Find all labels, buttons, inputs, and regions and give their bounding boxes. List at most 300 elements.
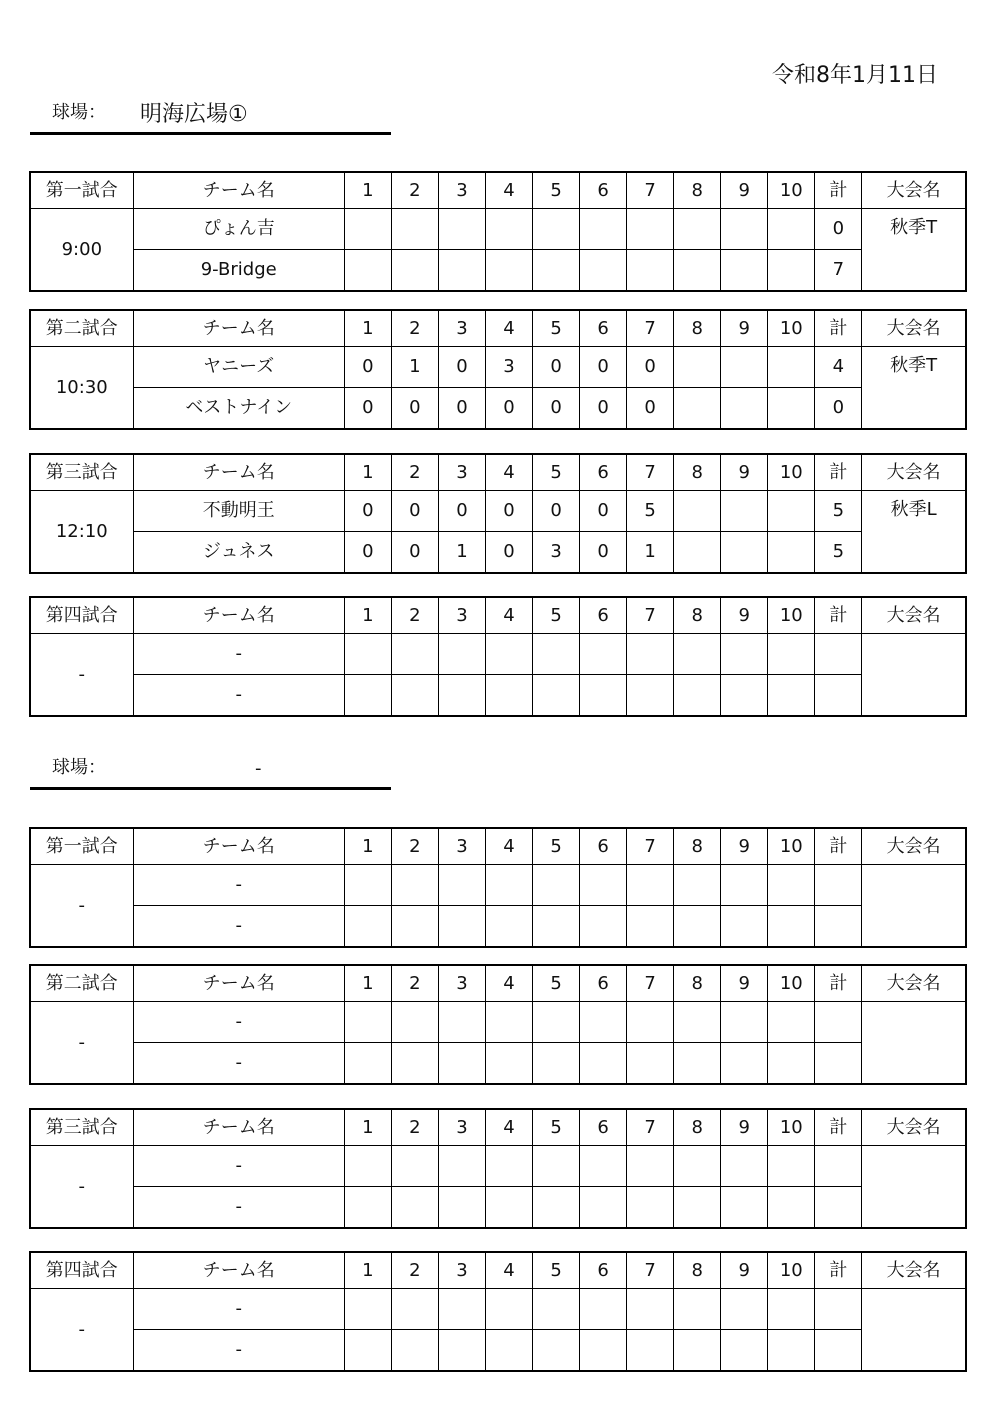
inning-header: 1 [344,828,391,865]
team-name: - [133,1146,344,1187]
inning-header: 1 [344,454,391,491]
total-header: 計 [815,597,862,634]
inning-score: 5 [627,491,674,532]
inning-header: 4 [485,1109,532,1146]
total-score [815,1289,862,1330]
inning-header: 9 [721,1252,768,1289]
total-header: 計 [815,172,862,209]
inning-score [768,1002,815,1043]
team-name-header: チーム名 [133,454,344,491]
inning-score [485,1289,532,1330]
game-score-table [29,171,967,292]
table-header-row [30,172,966,209]
inning-score [674,634,721,675]
team-name: - [133,1330,344,1372]
inning-score [438,250,485,292]
inning-score [674,1330,721,1372]
inning-score [721,1289,768,1330]
inning-score [768,1043,815,1085]
team-name-header: チーム名 [133,828,344,865]
inning-score [580,1146,627,1187]
inning-header: 10 [768,310,815,347]
inning-score [721,1330,768,1372]
inning-score: 0 [485,532,532,574]
inning-header: 9 [721,597,768,634]
table-header-row [30,597,966,634]
team-name: - [133,675,344,717]
inning-score [438,1043,485,1085]
inning-score [391,250,438,292]
game-score-table [29,964,967,1085]
team-row [30,209,966,250]
venue-label: 球場： [52,757,106,778]
inning-score [674,1002,721,1043]
inning-score [344,906,391,948]
inning-score [344,865,391,906]
inning-header: 2 [391,1109,438,1146]
game-score-table [29,309,967,430]
team-row [30,491,966,532]
inning-score [533,1187,580,1229]
game-title: 第四試合 [30,1252,133,1289]
inning-header: 10 [768,828,815,865]
inning-score [768,347,815,388]
inning-score [768,491,815,532]
team-name-header: チーム名 [133,310,344,347]
team-name: - [133,1289,344,1330]
game-time: - [30,1002,133,1085]
inning-score [674,209,721,250]
total-header: 計 [815,828,862,865]
inning-score [627,250,674,292]
inning-header: 2 [391,310,438,347]
inning-score [674,250,721,292]
inning-score [674,532,721,574]
inning-score [485,209,532,250]
team-name-header: チーム名 [133,965,344,1002]
inning-score [344,250,391,292]
team-name: ぴょん吉 [133,209,344,250]
inning-score [674,1289,721,1330]
total-score: 5 [815,491,862,532]
inning-header: 6 [580,597,627,634]
inning-score [533,1146,580,1187]
inning-score [485,1330,532,1372]
game-time: 9:00 [30,209,133,292]
inning-score: 0 [391,388,438,430]
inning-score [721,347,768,388]
inning-header: 7 [627,172,674,209]
inning-score [391,906,438,948]
inning-header: 2 [391,828,438,865]
inning-score [391,1002,438,1043]
inning-score [580,1187,627,1229]
total-score [815,1330,862,1372]
inning-score: 0 [344,388,391,430]
team-name-header: チーム名 [133,172,344,209]
inning-score [485,865,532,906]
inning-header: 3 [438,828,485,865]
inning-score: 0 [344,491,391,532]
table-header-row [30,1252,966,1289]
inning-score [768,209,815,250]
inning-score: 0 [344,532,391,574]
venue-header [30,747,391,790]
inning-score [391,865,438,906]
team-row [30,865,966,906]
game-time: 10:30 [30,347,133,430]
inning-header: 7 [627,1252,674,1289]
inning-header: 7 [627,454,674,491]
inning-score [533,1043,580,1085]
inning-header: 8 [674,965,721,1002]
inning-header: 8 [674,172,721,209]
inning-score [721,209,768,250]
inning-score [438,1002,485,1043]
inning-score [533,250,580,292]
inning-score [438,1187,485,1229]
game-title: 第二試合 [30,310,133,347]
tournament-header: 大会名 [862,965,966,1002]
inning-score: 0 [438,491,485,532]
inning-score [580,209,627,250]
team-row [30,634,966,675]
inning-header: 2 [391,597,438,634]
team-row [30,1330,966,1372]
inning-score [721,1146,768,1187]
inning-score [627,634,674,675]
inning-score: 0 [438,388,485,430]
total-header: 計 [815,454,862,491]
venue-label: 球場： [52,102,106,123]
inning-header: 8 [674,597,721,634]
inning-header: 6 [580,454,627,491]
team-name: 不動明王 [133,491,344,532]
total-score [815,1146,862,1187]
inning-header: 7 [627,1109,674,1146]
inning-score [485,250,532,292]
inning-score [674,1187,721,1229]
inning-header: 5 [533,828,580,865]
table-header-row [30,965,966,1002]
table-header-row [30,1109,966,1146]
total-header: 計 [815,1252,862,1289]
table-header-row [30,310,966,347]
tournament-header: 大会名 [862,828,966,865]
inning-score [438,675,485,717]
inning-header: 3 [438,965,485,1002]
inning-header: 8 [674,828,721,865]
inning-score [485,906,532,948]
game-time: 12:10 [30,491,133,574]
inning-score [485,1043,532,1085]
inning-score [533,865,580,906]
total-score [815,634,862,675]
inning-score [533,634,580,675]
tournament-name: 秋季T [862,347,966,430]
tournament-header: 大会名 [862,1109,966,1146]
total-score [815,865,862,906]
inning-score [721,491,768,532]
tournament-header: 大会名 [862,597,966,634]
inning-header: 9 [721,172,768,209]
inning-score [391,634,438,675]
inning-header: 9 [721,1109,768,1146]
inning-score [674,388,721,430]
total-score: 4 [815,347,862,388]
tournament-name [862,865,966,948]
inning-score: 0 [485,491,532,532]
inning-score [391,1187,438,1229]
inning-score [485,634,532,675]
inning-header: 8 [674,1109,721,1146]
inning-header: 2 [391,1252,438,1289]
tournament-name [862,634,966,717]
inning-score [533,1289,580,1330]
inning-header: 7 [627,965,674,1002]
inning-score [768,1146,815,1187]
inning-score [438,209,485,250]
inning-score [768,906,815,948]
inning-score [580,1002,627,1043]
game-title: 第一試合 [30,828,133,865]
inning-score [768,1289,815,1330]
inning-header: 10 [768,597,815,634]
inning-score: 0 [391,491,438,532]
inning-score: 0 [391,532,438,574]
inning-header: 5 [533,1109,580,1146]
inning-header: 4 [485,597,532,634]
inning-header: 10 [768,1252,815,1289]
team-row [30,1146,966,1187]
game-time: - [30,634,133,717]
inning-score [533,906,580,948]
tournament-header: 大会名 [862,1252,966,1289]
inning-score: 0 [580,388,627,430]
inning-score [485,1146,532,1187]
inning-score [580,865,627,906]
game-time: - [30,1146,133,1229]
inning-header: 6 [580,965,627,1002]
inning-header: 3 [438,597,485,634]
inning-score [721,532,768,574]
inning-score [627,865,674,906]
inning-score [438,865,485,906]
inning-score [344,1043,391,1085]
inning-score: 1 [391,347,438,388]
team-row [30,906,966,948]
inning-header: 3 [438,310,485,347]
inning-header: 1 [344,1252,391,1289]
total-score [815,906,862,948]
total-score: 5 [815,532,862,574]
venue-header [30,92,391,135]
inning-score [627,675,674,717]
inning-score [438,634,485,675]
inning-header: 5 [533,597,580,634]
inning-score [768,865,815,906]
inning-header: 5 [533,172,580,209]
inning-header: 6 [580,1109,627,1146]
inning-score [674,1043,721,1085]
team-name: - [133,865,344,906]
game-title: 第一試合 [30,172,133,209]
team-name: - [133,1043,344,1085]
game-score-table [29,453,967,574]
inning-header: 8 [674,1252,721,1289]
inning-score [768,675,815,717]
inning-score [768,634,815,675]
inning-score [438,1330,485,1372]
inning-score: 1 [627,532,674,574]
inning-header: 4 [485,1252,532,1289]
inning-score [674,347,721,388]
team-name: ジュネス [133,532,344,574]
game-score-table [29,827,967,948]
inning-header: 2 [391,454,438,491]
inning-score [627,1146,674,1187]
team-row [30,388,966,430]
inning-score: 0 [533,491,580,532]
inning-header: 6 [580,310,627,347]
total-score [815,1002,862,1043]
inning-score [674,1146,721,1187]
inning-score [344,675,391,717]
inning-header: 7 [627,828,674,865]
total-score [815,1187,862,1229]
total-score [815,1043,862,1085]
inning-header: 2 [391,172,438,209]
table-header-row [30,454,966,491]
inning-header: 7 [627,310,674,347]
inning-score [391,1043,438,1085]
inning-score [580,675,627,717]
inning-score [533,1330,580,1372]
inning-header: 5 [533,454,580,491]
inning-header: 5 [533,310,580,347]
inning-score [674,491,721,532]
game-title: 第二試合 [30,965,133,1002]
document-date: 令和8年1月11日 [772,63,938,88]
inning-score: 0 [580,491,627,532]
inning-header: 6 [580,1252,627,1289]
game-score-table [29,596,967,717]
inning-score [533,1002,580,1043]
game-title: 第四試合 [30,597,133,634]
inning-score [627,906,674,948]
team-row [30,347,966,388]
inning-score [580,250,627,292]
inning-score: 0 [580,347,627,388]
inning-score: 0 [627,347,674,388]
inning-score [674,906,721,948]
inning-score: 0 [627,388,674,430]
inning-header: 3 [438,172,485,209]
inning-score: 0 [344,347,391,388]
inning-score [627,1043,674,1085]
team-row [30,532,966,574]
inning-score [344,1002,391,1043]
inning-header: 9 [721,310,768,347]
game-time: - [30,1289,133,1372]
game-title: 第三試合 [30,1109,133,1146]
inning-score [344,1146,391,1187]
game-score-table [29,1108,967,1229]
inning-score [721,634,768,675]
inning-score [721,906,768,948]
inning-header: 9 [721,454,768,491]
inning-score [768,388,815,430]
inning-header: 6 [580,172,627,209]
inning-header: 9 [721,965,768,1002]
inning-header: 4 [485,172,532,209]
inning-score [580,634,627,675]
team-row [30,1043,966,1085]
inning-score [721,865,768,906]
inning-score: 0 [533,347,580,388]
inning-score [438,1146,485,1187]
inning-score [580,1330,627,1372]
inning-score [627,1289,674,1330]
total-score [815,675,862,717]
table-header-row [30,828,966,865]
inning-score: 1 [438,532,485,574]
team-name-header: チーム名 [133,597,344,634]
team-row [30,250,966,292]
inning-header: 3 [438,1109,485,1146]
team-row [30,1289,966,1330]
venue-name: 明海広場① [140,102,248,127]
inning-score: 0 [533,388,580,430]
inning-header: 9 [721,828,768,865]
team-name: 9-Bridge [133,250,344,292]
team-name: ベストナイン [133,388,344,430]
inning-score [485,1187,532,1229]
inning-header: 10 [768,965,815,1002]
inning-header: 4 [485,454,532,491]
inning-score [391,1289,438,1330]
tournament-header: 大会名 [862,172,966,209]
inning-score [391,675,438,717]
inning-score [768,1187,815,1229]
inning-header: 2 [391,965,438,1002]
inning-score [533,675,580,717]
inning-score [344,1330,391,1372]
total-header: 計 [815,310,862,347]
inning-header: 8 [674,454,721,491]
inning-header: 1 [344,310,391,347]
inning-score [485,675,532,717]
team-row [30,675,966,717]
team-name: - [133,634,344,675]
inning-header: 4 [485,310,532,347]
inning-score [580,1289,627,1330]
inning-header: 8 [674,310,721,347]
team-row [30,1187,966,1229]
inning-score [627,1187,674,1229]
inning-header: 6 [580,828,627,865]
tournament-name [862,1289,966,1372]
inning-score: 3 [485,347,532,388]
inning-header: 10 [768,172,815,209]
inning-header: 1 [344,597,391,634]
inning-header: 4 [485,828,532,865]
inning-score [721,250,768,292]
total-header: 計 [815,1109,862,1146]
inning-score [580,906,627,948]
inning-score: 0 [580,532,627,574]
game-title: 第三試合 [30,454,133,491]
